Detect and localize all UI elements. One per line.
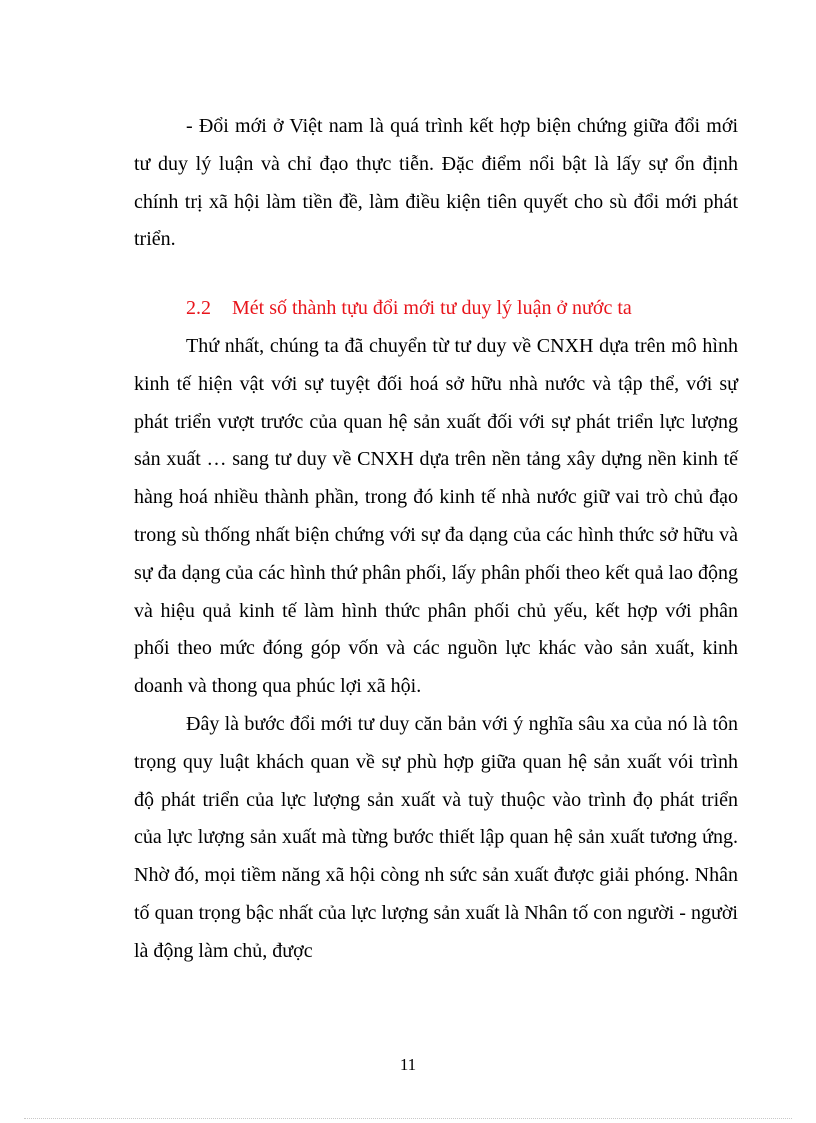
page-number: 11 (399, 1055, 417, 1074)
page-body (134, 108, 738, 971)
page-bottom-divider (24, 1118, 792, 1119)
section-title: Mét số thành tựu đổi mới tư duy lý luận ở nước ta (232, 297, 632, 320)
section-number: 2.2 (186, 297, 211, 320)
body-paragraph: Thứ nhất, chúng ta đã chuyển từ tư duy về CNXH dựa trên mô hình kinh tế hiện vật với sự tuyệt đối hoá sở hữu nhà nước và tập thể, với sự phát triển vượt trước của quan hệ sản xuất đối với sự phát triển lực lượng sản xuất … sang tư duy về CNXH dựa trên nền tảng xây dựng nền kinh tế hàng hoá nhiều thành phần, trong đó kinh tế nhà nước giữ vai trò chủ đạo trong sù thống nhất biện chứng với sự đa dạng của các hình thức sở hữu và sự đa dạng của các hình thứ phân phối, lấy phân phối theo kết quả lao động và hiệu quả kinh tế làm hình thức phân phối chủ yếu, kết hợp với phân phối theo mức đóng góp vốn và các nguồn lực khác vào sản xuất, kinh doanh và thong qua phúc lợi xã hội. (134, 334, 738, 698)
section-heading (134, 290, 738, 328)
intro-paragraph: - Đổi mới ở Việt nam là quá trình kết hợp biện chứng giữa đổi mới tư duy lý luận và chỉ đạo thực tiễn. Đặc điểm nổi bật là lấy sự ổn định chính trị xã hội làm tiền đề, làm điều kiện tiên quyết cho sù đổi mới phát triển. (134, 115, 738, 251)
body-paragraph: Đây là bước đổi mới tư duy căn bản với ý nghĩa sâu xa của nó là tôn trọng quy luật khách quan về sự phù hợp giữa quan hệ sản xuất vói trình độ phát triển của lực lượng sản xuất và tuỳ thuộc vào trình đọ phát triển của lực lượng sản xuất mà từng bước thiết lập quan hệ sản xuất tương ứng. Nhờ đó, mọi tiềm năng xã hội còng nh sức sản xuất được giải phóng. Nhân tố quan trọng bậc nhất của lực lượng sản xuất là Nhân tố con người - người là động làm chủ, được (134, 712, 738, 962)
